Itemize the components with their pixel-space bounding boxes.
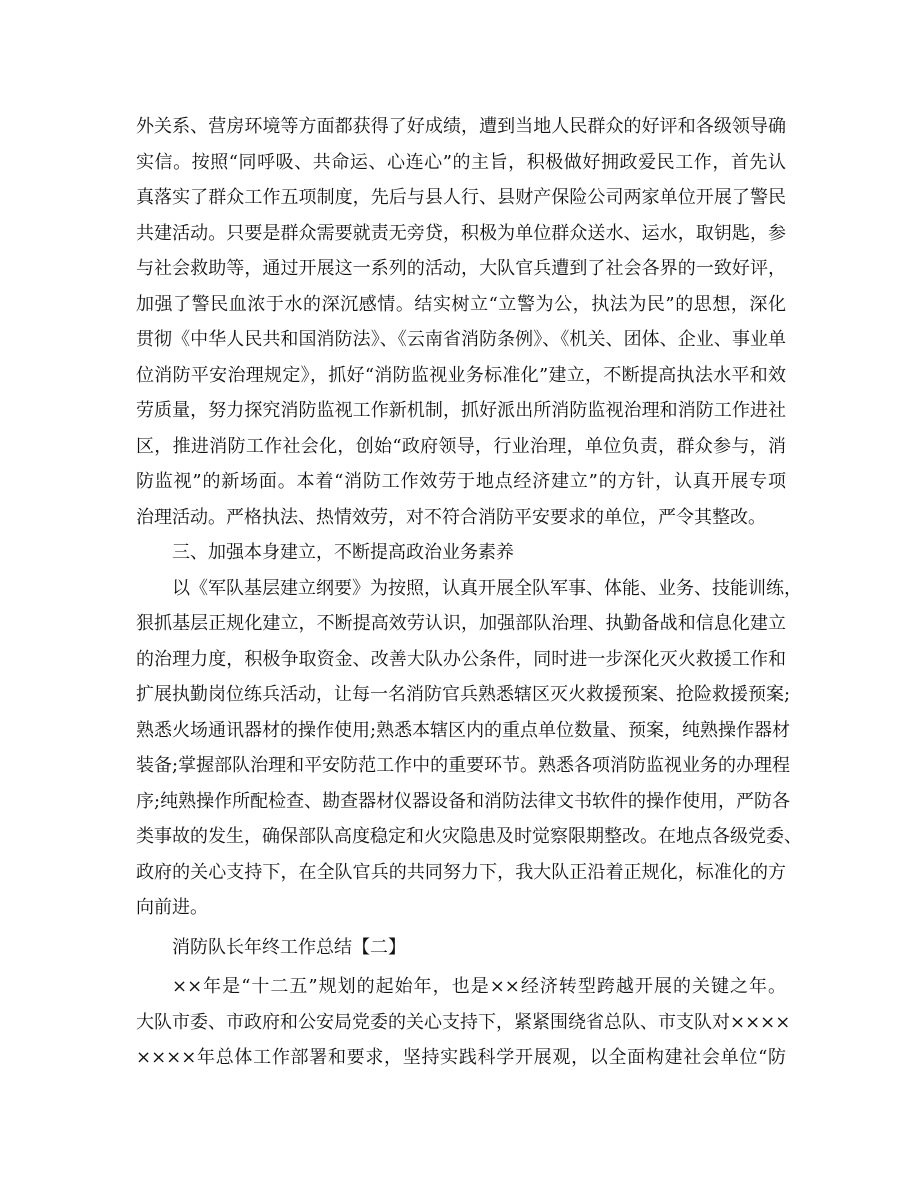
text-line: 与社会救助等，通过开展这一系列的活动，大队官兵遭到了社会各界的一致好评， [136,258,786,279]
text-line: 外关系、营房环境等方面都获得了好成绩，遭到当地人民群众的好评和各级领导确 [136,116,786,137]
text-line: 向前进。 [136,897,208,918]
text-line: 治理活动。严格执法、热情效劳，对不符合消防平安要求的单位，严令其整改。 [136,506,766,528]
text-line: 熟悉火场通讯器材的操作使用;熟悉本辖区内的重点单位数量、预案，纯熟操作器材 [136,719,791,741]
text-line: 类事故的发生，确保部队高度稳定和火灾隐患及时觉察限期整改。在地点各级党委、 [136,826,802,847]
paragraph-3 [136,969,791,1076]
text-line: 狠抓基层正规化建立，不断提高效劳认识，加强部队治理、执勤备战和信息化建立 [136,613,786,634]
text-line: 防监视”的新场面。本着“消防工作效劳于地点经济建立”的方针，认真开展专项 [136,471,786,492]
text-line: 装备;掌握部队治理和平安防范工作中的重要环节。熟悉各项消防监视业务的办理程 [136,755,791,776]
text-line: 共建活动。只要是群众需要就责无旁贷，积极为单位群众送水、运水，取钥匙，参 [136,222,786,244]
text-line: 加强了警民血浓于水的深沉感情。结实树立“立警为公，执法为民”的思想，深化 [136,293,786,315]
text-line: 的治理力度，积极争取资金、改善大队办公条件，同时进一步深化灭火救援工作和 [136,648,786,670]
text-line: 序;纯熟操作所配检查、勘查器材仪器设备和消防法律文书软件的操作使用，严防各 [136,790,791,812]
text-line: 大队市委、市政府和公安局党委的关心支持下，紧紧围绕省总队、市支队对×××× [136,1011,791,1033]
text-line: 区，推进消防工作社会化，创始“政府领导，行业治理，单位负责，群众参与，消 [136,435,786,457]
text-line: 贯彻《中华人民共和国消防法》、《云南省消防条例》、《机关、团体、企业、事业单 [136,329,786,350]
paragraph-1 [136,109,786,535]
paragraph-2 [136,571,802,926]
text-line: 实信。按照“同呼吸、共命运、心连心”的主旨，积极做好拥政爱民工作，首先认 [136,151,786,173]
text-line: 以《军队基层建立纲要》为按照，认真开展全队军事、体能、业务、技能训练， [172,577,802,599]
text-line: 劳质量，努力探究消防监视工作新机制，抓好派出所消防监视治理和消防工作进社 [136,400,786,421]
document-body [136,109,802,1076]
part-title: 消防队长年终工作总结【二】 [172,936,406,958]
text-line: 位消防平安治理规定》，抓好“消防监视业务标准化”建立，不断提高执法水平和效 [136,364,786,386]
text-line: 扩展执勤岗位练兵活动，让每一名消防官兵熟悉辖区灭火救援预案、抢险救援预案; [136,684,791,705]
section-heading: 三、加强本身建立，不断提高政治业务素养 [172,542,514,563]
text-line: ××年是“十二五”规划的起始年，也是××经济转型跨越开展的关键之年。 [172,976,786,997]
text-line: ××××年总体工作部署和要求，坚持实践科学开展观，以全面构建社会单位“防 [136,1047,786,1068]
text-line: 政府的关心支持下，在全队官兵的共同努力下，我大队正沿着正规化，标准化的方 [136,861,786,883]
text-line: 真落实了群众工作五项制度，先后与县人行、县财产保险公司两家单位开展了警民 [136,187,786,208]
